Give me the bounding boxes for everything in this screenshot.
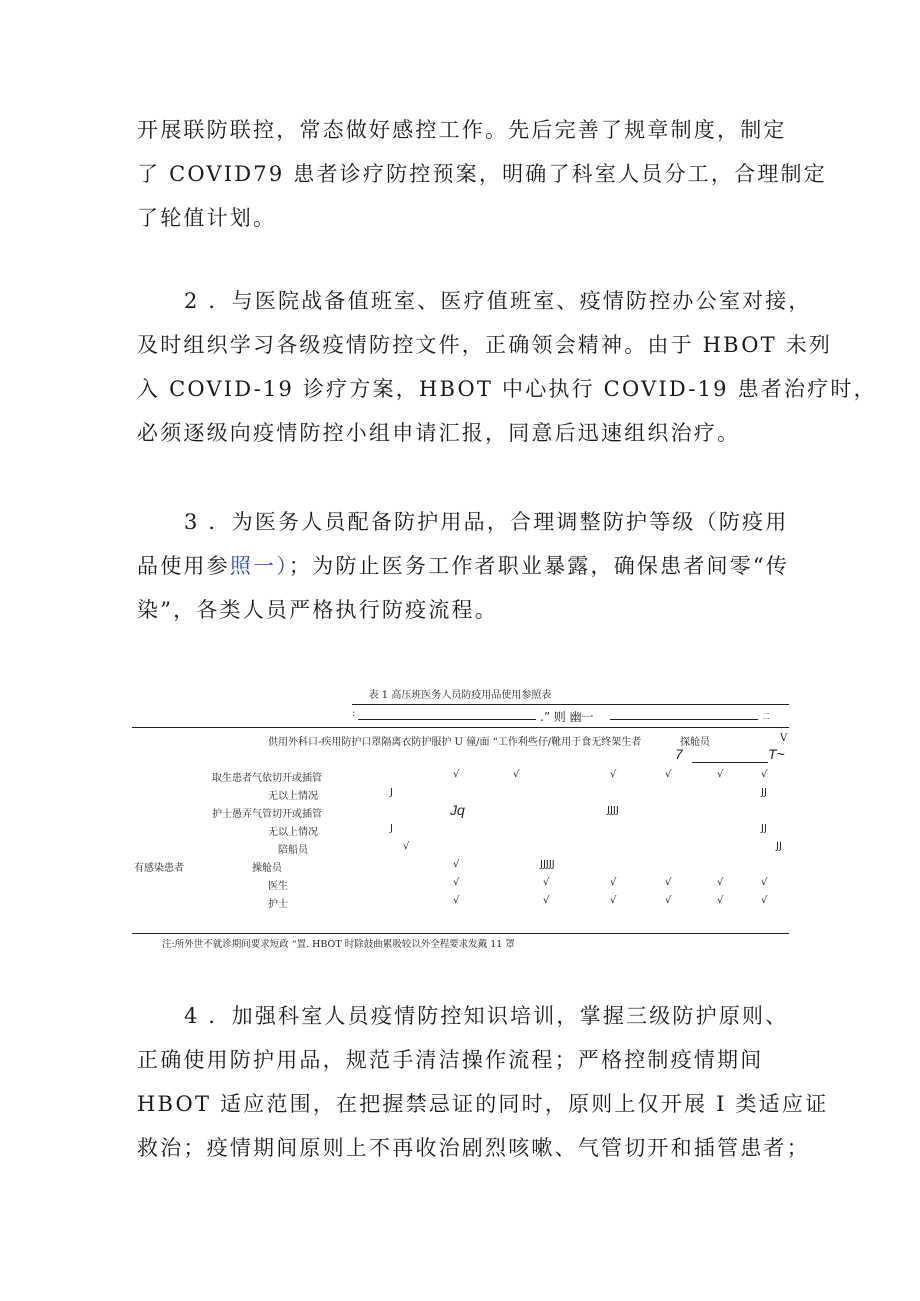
table-row-label: 无以上情况 — [268, 827, 318, 838]
paragraph-line: 了 COVID79 患者诊疗防控预案，明确了科室人员分工，合理制定 — [137, 162, 827, 186]
table-check: √ — [453, 877, 460, 888]
table-check: √ — [543, 895, 550, 906]
table-header-mark: 7 — [675, 746, 683, 762]
table-header-col-right: 探舱员 — [680, 737, 710, 748]
table-check: √ — [453, 895, 460, 906]
table-mark: JJJJJ — [540, 859, 555, 870]
table-row-label: 护士 — [268, 899, 288, 910]
paragraph-line: 2 ．与医院战备值班室、医疗值班室、疫情防控办公室对接， — [184, 289, 812, 313]
table-check: √ — [717, 895, 724, 906]
table-header-underline — [610, 719, 758, 720]
paragraph-line: 4 ．加强科室人员疫情防控知识培训，掌握三级防护原则、 — [184, 1004, 789, 1028]
table-check: √ — [610, 877, 617, 888]
paragraph-line: 必须逐级向疫情防控小组申请汇报，同意后迅速组织治疗。 — [137, 421, 741, 445]
table-check: √ — [610, 769, 617, 780]
table-row-label: 无以上情况 — [268, 791, 318, 802]
table-row-label: 操舱员 — [252, 863, 282, 874]
table-top-rule — [352, 704, 789, 705]
table-check: √ — [665, 769, 672, 780]
table-header-columns: 供用外科口-疾用防护口罩隔离衣防护服护 U 僮/面 “工作利些仔/靴用于食无终架生者 — [268, 737, 642, 748]
paragraph-line: 染”，各类人员严格执行防疫流程。 — [137, 598, 498, 622]
table-check: √ — [717, 877, 724, 888]
paragraph-line: 正确使用防护用品，规范手清洁操作流程；严格控制疫情期间 — [137, 1048, 764, 1072]
paragraph-line: HBOT 适应范围，在把握禁忌证的同时，原则上仅开展 I 类适应证 — [137, 1092, 829, 1116]
table-mark: JJ — [776, 841, 782, 852]
table-check: √ — [761, 877, 768, 888]
table-note: 注:所外世不就诊期间要求短政 “置. HBOT 时除鼓曲累吸较以外全程要求发戴 11 罩 — [162, 939, 515, 950]
paragraph-4 — [137, 994, 829, 1170]
table-group-label: 有感染患者 — [134, 863, 184, 874]
table-check: √ — [513, 769, 520, 780]
table-check: √ — [665, 895, 672, 906]
table-header-col-v: V — [780, 733, 788, 744]
table-header-underline — [692, 762, 768, 763]
table-check: √ — [717, 769, 724, 780]
table-mark: Jq — [450, 802, 465, 818]
paragraph-3 — [137, 500, 797, 632]
table-title: 表 1 高压班医务人员防疫用品使用参照表 — [368, 690, 552, 701]
table-header-top-mid: .” 则 幽一 — [540, 710, 594, 724]
table-row-label: 取生患者气依切开或插管 — [212, 773, 322, 784]
table-check: √ — [761, 895, 768, 906]
table-mark: JJ — [761, 787, 767, 798]
paragraph-line: 了轮值计划。 — [137, 206, 277, 230]
table-check: √ — [665, 877, 672, 888]
paragraph-text: ；为防止医务工作者职业暴露，确保患者间零“传 — [288, 554, 790, 578]
paragraph-line: 及时组织学习各级疫情防控文件，正确领会精神。由于 HBOT 未列 — [137, 333, 833, 357]
table-header-underline — [358, 719, 536, 720]
table-mark: JJ — [761, 823, 767, 834]
paragraph-line: 救治；疫情期间原则上不再收治剧烈咳嗽、气管切开和插管患者； — [137, 1136, 810, 1160]
table-header-mark: T~ — [768, 746, 785, 762]
table-bottom-rule — [132, 933, 789, 934]
paragraph-text: 品使用参 — [137, 554, 230, 578]
paragraph-line: 开展联防联控，常态做好感控工作。先后完善了规章制度，制定 — [137, 118, 787, 142]
table-mark: √ — [403, 841, 410, 852]
paragraph-line: 入 COVID-19 诊疗方案，HBOT 中心执行 COVID-19 患者治疗时， — [137, 377, 877, 401]
table-mark: JJJJ — [607, 805, 619, 816]
paragraph-1 — [137, 108, 827, 240]
paragraph-line — [137, 544, 797, 588]
table-row-label: 陪船员 — [278, 845, 308, 856]
table-row-label: 护士愚弄气管切开或插管 — [212, 809, 322, 820]
table-check: √ — [761, 769, 768, 780]
table-row-label: 医生 — [268, 881, 288, 892]
table-header-top-left: : — [352, 708, 356, 719]
paragraph-2 — [137, 279, 877, 455]
paragraph-line: 3 ．为医务人员配备防护用品，合理调整防护等级（防疫用 — [184, 510, 789, 534]
table-mark: J — [390, 787, 393, 798]
table-mark: J — [390, 823, 393, 834]
table-header-top-right: 二 — [762, 712, 770, 721]
table-check: √ — [543, 877, 550, 888]
table-mark: √ — [453, 859, 460, 870]
table-check: √ — [453, 769, 460, 780]
table-header-rule — [132, 727, 789, 728]
table-check: √ — [610, 895, 617, 906]
table-reference-link[interactable]: 照一） — [229, 554, 289, 578]
